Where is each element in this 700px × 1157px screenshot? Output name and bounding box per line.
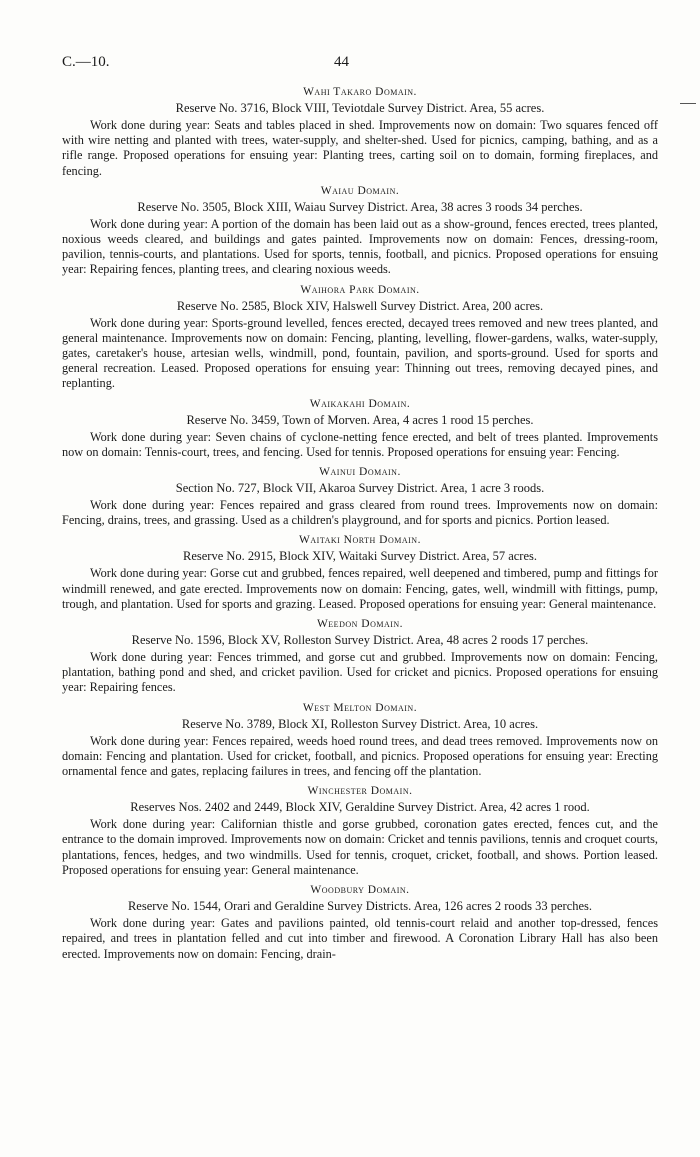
reserve-line: Reserve No. 2585, Block XIV, Halswell Survey District. Area, 200 acres. xyxy=(176,298,544,313)
margin-mark xyxy=(680,103,696,104)
section-body: Work done during year: Gorse cut and grubbed, fences repaired, well deepened and timbered, pump and fittings for windmill renewed, and gate erected. Improvements now on domain: Fencing, gates, well, windmill with fittings, pump, trough, and plantation. Used for sports and grazing. Leased. Proposed operations for ensuing year: General maintenance. xyxy=(62,566,658,611)
section-waikakahi xyxy=(62,398,658,460)
section-body: Work done during year: Seats and tables placed in shed. Improvements now on domain: Two squares fenced off with wire netting and planted with trees, water-supply, and shelter-shed. Used for picnics, camping, bathing, and as a rifle range. Proposed operations for ensuing year: Planting trees, carting soil on to domain, forming fireplaces, and fencing. xyxy=(62,118,658,178)
section-wainui xyxy=(62,466,658,528)
section-waitaki-north xyxy=(62,534,658,612)
page-number: 44 xyxy=(334,54,349,70)
section-title: Winchester Domain. xyxy=(307,785,413,798)
section-title: West Melton Domain. xyxy=(302,701,418,714)
reserve-line: Section No. 727, Block VII, Akaroa Survey District. Area, 1 acre 3 roods. xyxy=(175,481,545,496)
section-title: Woodbury Domain. xyxy=(310,884,410,897)
reserve-line: Reserve No. 2915, Block XIV, Waitaki Survey District. Area, 57 acres. xyxy=(182,549,537,564)
document-reference: C.—10. xyxy=(62,54,110,70)
section-body: Work done during year: Fences repaired, weeds hoed round trees, and dead trees removed. Improvements now on domain: Fencing and plantation. Used for cricket, football, and picnics. Proposed operations for ensuing year: Erecting ornamental fence and gates, replacing failures in trees, and fencing off the plantation. xyxy=(62,733,658,779)
reserve-line: Reserve No. 1544, Orari and Geraldine Survey Districts. Area, 126 acres 2 roods 33 perches. xyxy=(127,899,593,914)
reserve-line: Reserve No. 3505, Block XIII, Waiau Survey District. Area, 38 acres 3 roods 34 perches. xyxy=(137,199,583,214)
section-waiau xyxy=(62,185,658,278)
section-body: Work done during year: Californian thistle and gorse grubbed, coronation gates erected, fences cut, and the entrance to the domain improved. Improvements now on domain: Cricket and tennis pavilions, tennis and croquet courts, plantations, fences, hedges, and two windmills. Used for tennis, croquet, cricket, football, and shows. Portion leased. Proposed operations for ensuing year: General maintenance. xyxy=(62,817,658,877)
section-body: Work done during year: Fences repaired and grass cleared from round trees. Improvements now on domain: Fencing, drains, trees, and grassing. Used as a children's playground, and for sports and picnics. Portion leased. xyxy=(62,498,658,528)
section-title: Weedon Domain. xyxy=(316,618,404,631)
page-header xyxy=(62,54,662,74)
section-body: Work done during year: Gates and pavilions painted, old tennis-court relaid and another top-dressed, fences repaired, and trees in plantation felled and cut into timber and firewood. A Coronation Library Hall has also been erected. Improvements now on domain: Fencing, drain- xyxy=(62,916,658,961)
section-title: Waikakahi Domain. xyxy=(309,397,411,410)
reserve-line: Reserve No. 3789, Block XI, Rolleston Survey District. Area, 10 acres. xyxy=(181,716,539,731)
reserve-line: Reserves Nos. 2402 and 2449, Block XIV, Geraldine Survey District. Area, 42 acres 1 rood. xyxy=(130,800,590,815)
section-woodbury xyxy=(62,884,658,962)
section-title: Wahi Takaro Domain. xyxy=(303,86,417,98)
reserve-line: Reserve No. 3716, Block VIII, Teviotdale Survey District. Area, 55 acres. xyxy=(175,101,545,115)
section-body: Work done during year: Seven chains of cyclone-netting fence erected, and belt of trees planted. Improvements now on domain: Tennis-court, trees, and fencing. Used for tennis. Proposed operations for ensuing year: Fencing. xyxy=(62,429,658,459)
section-title: Waihora Park Domain. xyxy=(300,283,420,296)
section-body: Work done during year: A portion of the domain has been laid out as a show-ground, fences erected, trees planted, noxious weeds cleared, and buildings and gates painted. Improvements now on domain: Fences, dressing-room, pavilion, tennis-courts, and plantations. Used for sports, tennis, football, and picnics. Proposed operations for ensuing year: Repairing fences, planting trees, and clearing noxious weeds. xyxy=(62,216,658,277)
section-wahi-takaro xyxy=(62,86,658,179)
section-waihora-park xyxy=(62,284,658,392)
section-title: Waiau Domain. xyxy=(320,184,400,197)
reserve-line: Reserve No. 3459, Town of Morven. Area, 4 acres 1 rood 15 perches. xyxy=(186,412,534,427)
reserve-line: Reserve No. 1596, Block XV, Rolleston Survey District. Area, 48 acres 2 roods 17 perches. xyxy=(131,633,589,648)
section-body: Work done during year: Sports-ground levelled, fences erected, decayed trees removed and new trees planted, and general maintenance. Improvements now on domain: Fencing, planting, levelling, flower-gardens, walks, water-supply, gates, caretaker's house, artesian wells, windmill, pond, fountain, pavilion, and sports-ground. Used for sports and general recreation. Leased. Proposed operations for ensuing year: Thinning out trees, removing decayed pines, and replanting. xyxy=(62,315,658,391)
section-west-melton xyxy=(62,702,658,780)
section-weedon xyxy=(62,618,658,696)
section-title: Waitaki North Domain. xyxy=(299,534,421,547)
section-winchester xyxy=(62,785,658,878)
page-content xyxy=(62,80,658,962)
section-body: Work done during year: Fences trimmed, and gorse cut and grubbed. Improvements now on domain: Fencing, plantation, bathing pond and shed, and cricket pavilion. Used for cricket and picnics. Proposed operations for ensuing year: Repairing fences. xyxy=(62,650,658,695)
section-title: Wainui Domain. xyxy=(319,466,401,479)
